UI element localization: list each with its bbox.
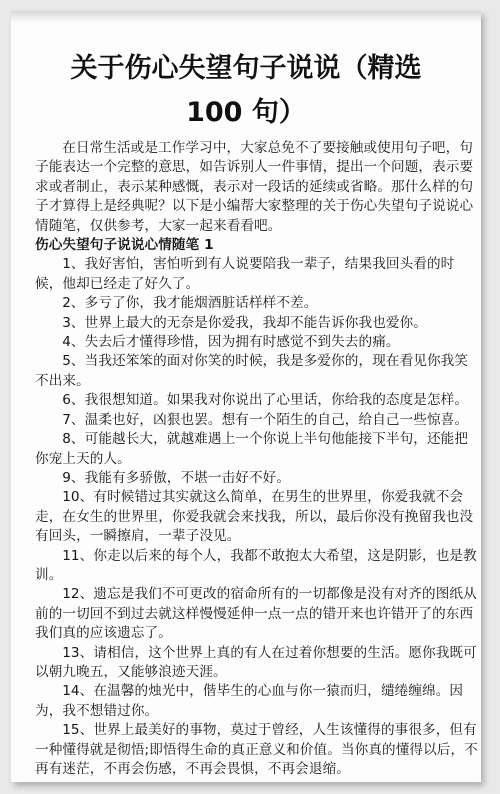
title-line-1: 关于伤心失望句子说说（精选 — [70, 53, 422, 84]
list-item: 9、我能有多骄傲，不堪一击好不好。 — [62, 469, 291, 486]
section-heading: 伤心失望句子说说心情随笔 1 — [35, 237, 214, 254]
list-item: 8、可能越长大，就越难遇上一个你说上半句他能接下半句，还能把你宠上天的人。 — [35, 431, 469, 467]
document-title — [11, 47, 481, 135]
list-item: 4、失去后才懂得珍惜，因为拥有时感觉不到失去的痛。 — [62, 334, 400, 351]
list-item: 6、我很想知道。如果我对你说出了心里话，你给我的态度是怎样。 — [62, 392, 469, 409]
document-body — [35, 139, 481, 779]
list-item: 3、世界上最大的无奈是你爱我，我却不能告诉你我也爱你。 — [62, 314, 427, 331]
title-line-2: 100 句） — [186, 97, 306, 128]
list-item: 14、在温馨的烛光中，偕毕生的心血与你一猿而归，缱绻缠绵。因为，我不想错过你。 — [35, 683, 464, 719]
list-item: 7、温柔也好，凶狠也罢。想有一个陌生的自己，给自己一些惊喜。 — [62, 411, 469, 428]
list-item: 15、世界上最美好的事物，莫过于曾经，人生该懂得的事很多，但有一种懂得就是彻悟;即悟得生命的真正意义和价值。当你真的懂得以后，不再有迷茫，不再会伤感，不再会畏惧，不再会退缩。 — [35, 722, 478, 777]
intro-paragraph: 在日常生活或是工作学习中，大家总免不了要接触或使用句子吧，句子能表达一个完整的意思，如告诉别人一件事情，提出一个问题，表示要求或者制止，表示某种感慨，表示对一段话的延续或省略。那什么样的句子才算得上是经典呢？以下是小编帮大家整理的关于伤心失望句子说说心情随笔，仅供参考，大家一起来看看吧。 — [35, 140, 474, 234]
list-item: 12、遗忘是我们不可更改的宿命所有的一切都像是没有对齐的图纸从前的一切回不到过去就这样慢慢延伸一点一点的错开来也许错开了的东西我们真的应该遗忘了。 — [35, 586, 477, 642]
list-item: 5、当我还笨笨的面对你笑的时候，我是多爱你的，现在看见你我笑不出来。 — [35, 353, 469, 389]
list-item: 2、多亏了你，我才能烟酒脏话样样不差。 — [62, 295, 318, 312]
document-page — [11, 11, 481, 782]
list-item: 1、我好害怕，害怕听到有人说要陪我一辈子，结果我回头看的时候，他却已经走了好久了。 — [35, 256, 455, 292]
list-item: 13、请相信，这个世界上真的有人在过着你想要的生活。愿你我既可以朝九晚五，又能够浪迹天涯。 — [35, 644, 477, 680]
list-item: 10、有时候错过其实就这么简单，在男生的世界里，你爱我就不会走，在女生的世界里，你爱我就会来找我，所以，最后你没有挽留我也没有回头，一瞬擦肩，一辈子没见。 — [35, 489, 474, 545]
list-item: 11、你走以后来的每个人，我都不敢抱太大希望，这是阴影，也是教训。 — [35, 547, 477, 583]
